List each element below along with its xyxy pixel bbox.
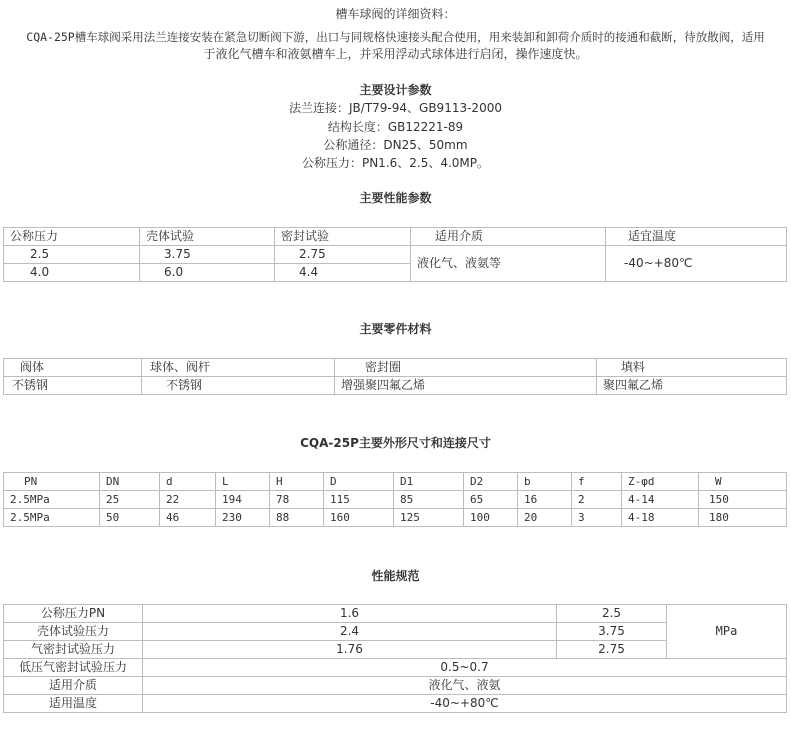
table-row	[4, 695, 787, 713]
spec-value-cell: 3.75	[557, 623, 667, 641]
table-row	[4, 246, 787, 264]
spec-value-cell: 1.6	[143, 605, 557, 623]
table-cell: 180	[699, 509, 787, 527]
materials-table	[3, 358, 787, 395]
header-cell: d	[160, 473, 216, 491]
table-cell: 增强聚四氟乙烯	[335, 377, 597, 395]
dimensions-table	[3, 472, 787, 527]
design-line-length: 结构长度：GB12221-89	[327, 120, 464, 134]
header-cell: 填料	[597, 359, 787, 377]
table-cell: 16	[518, 491, 572, 509]
table-row	[4, 473, 787, 491]
table-cell: 2.5	[4, 246, 140, 264]
table-cell: 3.75	[140, 246, 275, 264]
table-cell: 78	[270, 491, 324, 509]
header-cell: 适用介质	[411, 228, 606, 246]
table-cell: 50	[100, 509, 160, 527]
table-row	[4, 491, 787, 509]
table-cell: 25	[100, 491, 160, 509]
table-cell: 100	[464, 509, 518, 527]
header-cell: H	[270, 473, 324, 491]
spec-label-cell: 气密封试验压力	[4, 641, 143, 659]
materials-title: 主要零件材料	[359, 322, 432, 336]
table-row	[4, 509, 787, 527]
spec-value-cell: 1.76	[143, 641, 557, 659]
header-cell: 球体、阀杆	[142, 359, 335, 377]
table-cell: 22	[160, 491, 216, 509]
intro-heading: 槽车球阀的详细资料：	[335, 7, 456, 21]
table-cell: 20	[518, 509, 572, 527]
table-cell: 聚四氟乙烯	[597, 377, 787, 395]
spec-unit-cell: MPa	[667, 605, 787, 659]
table-cell: 88	[270, 509, 324, 527]
header-cell: Z-φd	[622, 473, 699, 491]
header-cell: L	[216, 473, 270, 491]
medium-cell: 液化气、液氨等	[411, 246, 606, 282]
header-cell: PN	[4, 473, 100, 491]
spec-table	[3, 604, 787, 713]
header-cell: D	[324, 473, 394, 491]
table-cell: 194	[216, 491, 270, 509]
table-row	[4, 359, 787, 377]
table-cell: 2.5MPa	[4, 491, 100, 509]
table-cell: 85	[394, 491, 464, 509]
header-cell: D2	[464, 473, 518, 491]
intro-paragraph-line2: 于液化气槽车和液氨槽车上，并采用浮动式球体进行启闭，操作速度快。	[203, 47, 588, 61]
header-cell: 密封圈	[335, 359, 597, 377]
table-cell: 115	[324, 491, 394, 509]
performance-table	[3, 227, 787, 282]
spec-value-cell: 液化气、液氨	[143, 677, 787, 695]
table-row	[4, 659, 787, 677]
table-cell: 230	[216, 509, 270, 527]
table-cell: 3	[572, 509, 622, 527]
dimensions-title: CQA-25P主要外形尺寸和连接尺寸	[300, 436, 491, 450]
intro-paragraph-line1: CQA-25P槽车球阀采用法兰连接安装在紧急切断阀下游，出口与同规格快速接头配合使用，用来装卸和卸荷介质时的接通和截断，待放散阀，适用	[26, 30, 765, 44]
header-cell: b	[518, 473, 572, 491]
spec-label-cell: 低压气密封试验压力	[4, 659, 143, 677]
table-cell: 不锈钢	[4, 377, 142, 395]
header-cell: W	[699, 473, 787, 491]
table-row	[4, 677, 787, 695]
table-cell: 46	[160, 509, 216, 527]
table-cell: 150	[699, 491, 787, 509]
spec-value-cell: 2.4	[143, 623, 557, 641]
header-cell: 密封试验	[275, 228, 411, 246]
header-cell: 阀体	[4, 359, 142, 377]
table-row	[4, 377, 787, 395]
performance-title: 主要性能参数	[359, 191, 432, 205]
header-cell: D1	[394, 473, 464, 491]
table-cell: 不锈钢	[142, 377, 335, 395]
table-cell: 2.5MPa	[4, 509, 100, 527]
table-cell: 65	[464, 491, 518, 509]
table-cell: 4.0	[4, 264, 140, 282]
spec-label-cell: 公称压力PN	[4, 605, 143, 623]
spec-value-cell: 2.75	[557, 641, 667, 659]
spec-value-cell: 2.5	[557, 605, 667, 623]
header-cell: 适宜温度	[606, 228, 787, 246]
table-row	[4, 228, 787, 246]
table-cell: 4-18	[622, 509, 699, 527]
table-cell: 160	[324, 509, 394, 527]
table-cell: 2.75	[275, 246, 411, 264]
temperature-cell: -40~+80℃	[606, 246, 787, 282]
design-line-flange: 法兰连接：JB/T79-94、GB9113-2000	[289, 101, 502, 115]
table-cell: 2	[572, 491, 622, 509]
header-cell: f	[572, 473, 622, 491]
design-line-diameter: 公称通径：DN25、50mm	[323, 138, 468, 152]
spec-label-cell: 适用温度	[4, 695, 143, 713]
table-cell: 6.0	[140, 264, 275, 282]
design-line-pressure: 公称压力：PN1.6、2.5、4.0MP。	[301, 156, 490, 170]
spec-label-cell: 壳体试验压力	[4, 623, 143, 641]
spec-value-cell: 0.5~0.7	[143, 659, 787, 677]
design-title: 主要设计参数	[359, 83, 432, 97]
spec-value-cell: -40~+80℃	[143, 695, 787, 713]
table-cell: 4-14	[622, 491, 699, 509]
spec-title: 性能规范	[371, 569, 420, 583]
table-row	[4, 605, 787, 623]
header-cell: 公称压力	[4, 228, 140, 246]
spec-label-cell: 适用介质	[4, 677, 143, 695]
table-cell: 125	[394, 509, 464, 527]
header-cell: DN	[100, 473, 160, 491]
table-cell: 4.4	[275, 264, 411, 282]
header-cell: 壳体试验	[140, 228, 275, 246]
